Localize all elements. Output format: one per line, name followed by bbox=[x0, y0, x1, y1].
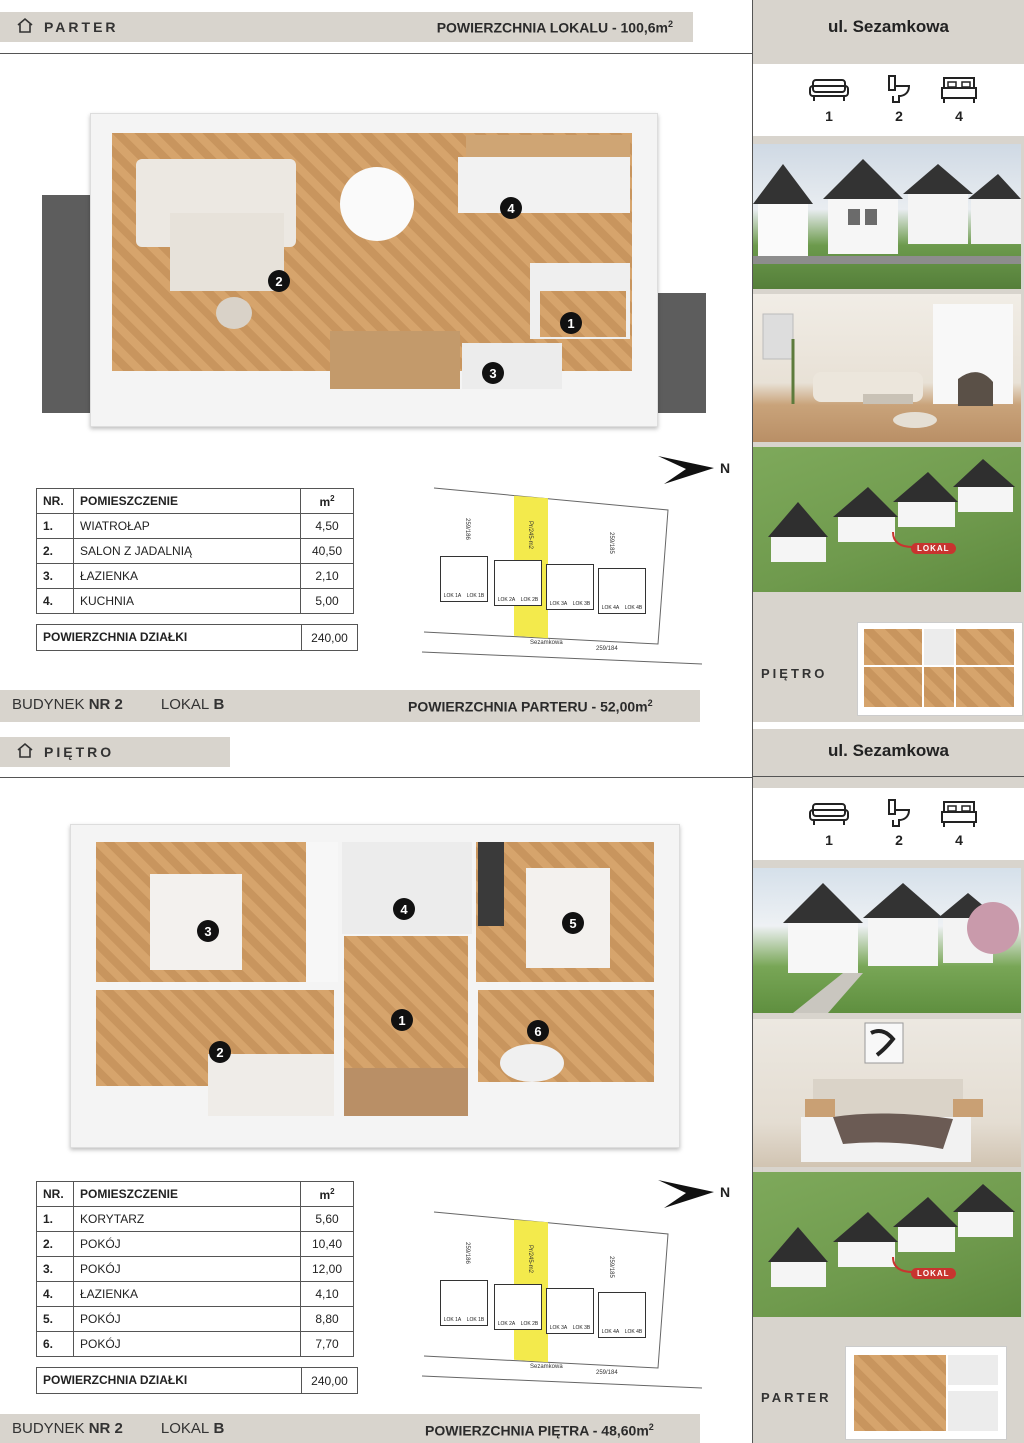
floor-header-bar bbox=[0, 737, 230, 767]
table-row: 4. ŁAZIENKA 4,10 bbox=[37, 1282, 354, 1307]
room-marker-6: 6 bbox=[527, 1020, 549, 1042]
lokal-tag: LOKAL bbox=[911, 1268, 956, 1279]
rooms-table bbox=[36, 488, 358, 651]
interior-living-photo bbox=[753, 294, 1021, 442]
exterior-garden-photo bbox=[753, 868, 1021, 1013]
header-divider bbox=[0, 777, 752, 778]
plot-area-box: POWIERZCHNIA DZIAŁKI 240,00 bbox=[36, 1367, 358, 1394]
table-header: NR. POMIESZCZENIE $m^2$ bbox=[37, 1182, 354, 1207]
table-header: NR. POMIESZCZENIE $m^2$ bbox=[37, 489, 354, 514]
panel-divider bbox=[753, 776, 1024, 777]
footer-building: BUDYNEK NR 2 LOKAL B bbox=[12, 1420, 225, 1437]
upper-floor-plan bbox=[70, 824, 682, 1154]
aerial-site-photo bbox=[753, 1172, 1021, 1317]
footer-area: POWIERZCHNIA PARTERU - $52,00m^2$ bbox=[408, 698, 653, 715]
toilet-icon bbox=[887, 74, 911, 109]
table-row: 5. POKÓJ 8,80 bbox=[37, 1307, 354, 1332]
amenity-icons bbox=[753, 788, 1024, 860]
floor-label: PIĘTRO bbox=[44, 744, 115, 760]
site-plan: N 259/186 Pr/245-m2 259/185 LOK 1A LOK 1B LOK 2A LOK 2B LOK 3A LOK 3B LOK 4A LOK 4B Sezamkowa 259/184 bbox=[418, 1176, 736, 1394]
table-row: 1. KORYTARZ 5,60 bbox=[37, 1207, 354, 1232]
room-marker-2: 2 bbox=[209, 1041, 231, 1063]
sofa-icon bbox=[809, 76, 849, 107]
other-floor-label: PARTER bbox=[753, 1322, 1021, 1440]
bed-count: 4 bbox=[955, 108, 963, 124]
lokal-tag: LOKAL bbox=[911, 543, 956, 554]
room-marker-5: 5 bbox=[562, 912, 584, 934]
other-floor-thumbnail bbox=[857, 622, 1023, 716]
room-marker-1: 1 bbox=[391, 1009, 413, 1031]
sofa-count: 1 bbox=[825, 832, 833, 848]
sofa-count: 1 bbox=[825, 108, 833, 124]
plot-area-box: POWIERZCHNIA DZIAŁKI 240,00 bbox=[36, 624, 358, 651]
home-icon bbox=[16, 17, 34, 38]
home-icon bbox=[16, 742, 34, 763]
floor-header-bar bbox=[0, 12, 693, 42]
bed-icon bbox=[941, 76, 977, 109]
table-row: 4. KUCHNIA 5,00 bbox=[37, 589, 354, 614]
north-label: N bbox=[720, 1184, 731, 1200]
rooms-table bbox=[36, 1181, 358, 1394]
north-label: N bbox=[720, 460, 731, 476]
aerial-site-photo bbox=[753, 447, 1021, 592]
other-floor-thumbnail bbox=[845, 1346, 1007, 1440]
header-divider bbox=[0, 53, 752, 54]
sofa-icon bbox=[809, 800, 849, 831]
table-row: 1. WIATROŁAP 4,50 bbox=[37, 514, 354, 539]
room-marker-1: 1 bbox=[560, 312, 582, 334]
interior-bedroom-photo bbox=[753, 1019, 1021, 1167]
amenity-icons bbox=[753, 64, 1024, 136]
table-row: 2. SALON Z JADALNIĄ 40,50 bbox=[37, 539, 354, 564]
site-plan: N 259/186 Pr/245-m2 259/185 LOK 1A LOK 1B LOK 2A LOK 2B LOK 3A LOK 3B LOK 4A LOK 4B Sezamkowa 259/184 bbox=[418, 452, 736, 670]
room-marker-3: 3 bbox=[197, 920, 219, 942]
room-marker-3: 3 bbox=[482, 362, 504, 384]
table-row: 2. POKÓJ 10,40 bbox=[37, 1232, 354, 1257]
bed-count: 4 bbox=[955, 832, 963, 848]
footer-area: POWIERZCHNIA PIĘTRA - $48,60m^2$ bbox=[425, 1422, 654, 1439]
table-row: 3. ŁAZIENKA 2,10 bbox=[37, 564, 354, 589]
toilet-count: 2 bbox=[895, 108, 903, 124]
room-marker-2: 2 bbox=[268, 270, 290, 292]
ground-floor-plan bbox=[40, 113, 706, 428]
table-row: 3. POKÓJ 12,00 bbox=[37, 1257, 354, 1282]
room-marker-4: 4 bbox=[393, 898, 415, 920]
floor-label: PARTER bbox=[44, 19, 119, 35]
toilet-count: 2 bbox=[895, 832, 903, 848]
exterior-render-photo bbox=[753, 144, 1021, 289]
street-name: ul. Sezamkowa bbox=[828, 741, 949, 760]
toilet-icon bbox=[887, 798, 911, 833]
other-floor-label: PIĘTRO bbox=[753, 596, 1021, 718]
room-marker-4: 4 bbox=[500, 197, 522, 219]
bed-icon bbox=[941, 800, 977, 833]
unit-area-title: POWIERZCHNIA LOKALU - $100,6m^2$ bbox=[436, 18, 673, 36]
street-name: ul. Sezamkowa bbox=[828, 17, 949, 36]
footer-building: BUDYNEK NR 2 LOKAL B bbox=[12, 696, 225, 713]
table-row: 6. POKÓJ 7,70 bbox=[37, 1332, 354, 1357]
